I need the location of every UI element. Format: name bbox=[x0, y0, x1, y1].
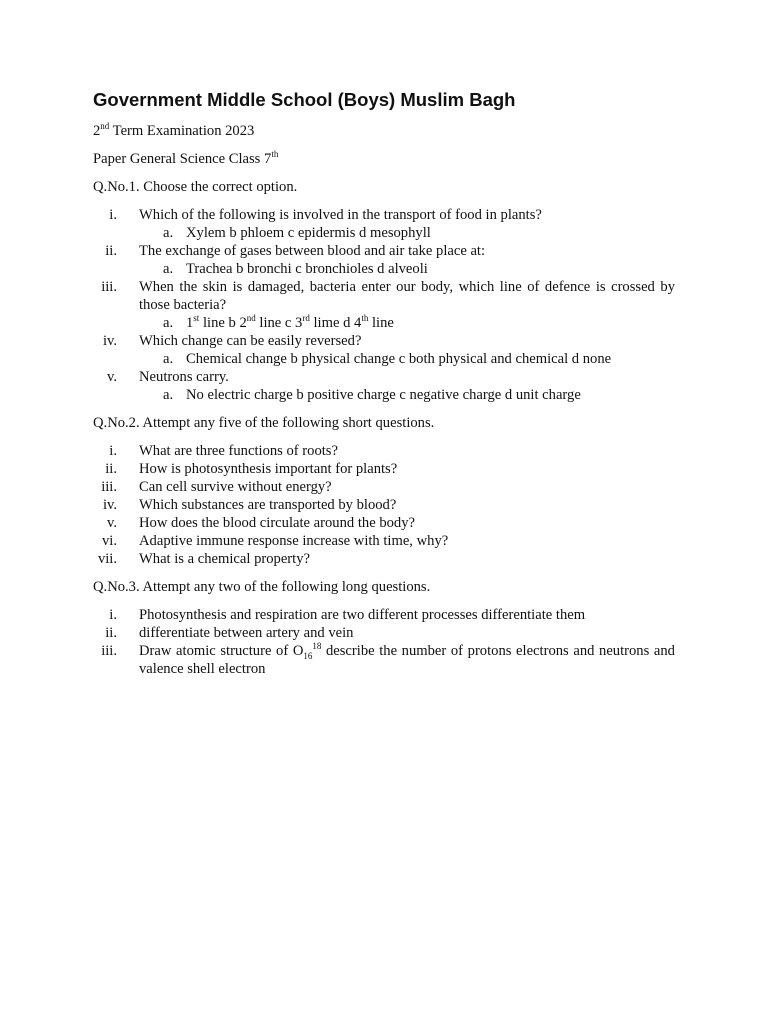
question-number: ii. bbox=[105, 461, 117, 477]
exam-term-text: Term Examination 2023 bbox=[109, 123, 255, 139]
q2-question bbox=[93, 532, 675, 550]
ordinal-suffix: rd bbox=[302, 313, 310, 324]
q1-options bbox=[93, 224, 675, 242]
question-number: ii. bbox=[105, 625, 117, 641]
question-text: differentiate between artery and vein bbox=[139, 625, 354, 641]
question-number: v. bbox=[107, 515, 117, 531]
option-part: line bbox=[368, 315, 394, 331]
q3-heading: Q.No.3. Attempt any two of the following long questions. bbox=[93, 579, 431, 595]
school-title: Government Middle School (Boys) Muslim Bagh bbox=[93, 89, 516, 110]
q3-long-questions bbox=[93, 606, 675, 678]
q1-question bbox=[93, 206, 675, 224]
q1-heading: Q.No.1. Choose the correct option. bbox=[93, 179, 298, 195]
q1-question bbox=[93, 332, 675, 350]
question-number: i. bbox=[109, 207, 117, 223]
question-text bbox=[139, 642, 675, 678]
option-letter: a. bbox=[163, 225, 174, 241]
question-text: When the skin is damaged, bacteria enter our body, which line of defence is crossed by those bacteria? bbox=[139, 279, 675, 313]
question-number: iv. bbox=[102, 497, 117, 513]
q3-question bbox=[93, 624, 675, 642]
q2-question bbox=[93, 514, 675, 532]
atomic-superscript: 18 bbox=[312, 641, 322, 652]
q2-question bbox=[93, 460, 675, 478]
q1-question bbox=[93, 242, 675, 260]
question-number: iii. bbox=[101, 643, 117, 659]
question-text: What is a chemical property? bbox=[139, 551, 310, 567]
q2-question bbox=[93, 550, 675, 568]
options-text: Chemical change b physical change c both physical and chemical d none bbox=[186, 351, 612, 367]
question-part: Draw atomic structure of O bbox=[139, 643, 304, 659]
option-letter: a. bbox=[163, 261, 174, 277]
question-text: Which substances are transported by blood? bbox=[139, 497, 397, 513]
q1-mcq-list bbox=[93, 206, 675, 404]
exam-term-line bbox=[93, 122, 675, 140]
q1-options bbox=[93, 260, 675, 278]
question-number: i. bbox=[109, 607, 117, 623]
option-letter: a. bbox=[163, 315, 174, 331]
question-text: Adaptive immune response increase with time, why? bbox=[139, 533, 449, 549]
option-letter: a. bbox=[163, 387, 174, 403]
paper-subject-line bbox=[93, 150, 675, 168]
exam-term-ordinal: nd bbox=[100, 121, 110, 132]
question-number: iv. bbox=[102, 333, 117, 349]
options-text: Trachea b bronchi c bronchioles d alveoli bbox=[186, 261, 428, 277]
question-number: v. bbox=[107, 369, 117, 385]
q2-question bbox=[93, 442, 675, 460]
ordinal-suffix: nd bbox=[246, 313, 256, 324]
q2-short-questions bbox=[93, 442, 675, 568]
options-text bbox=[186, 315, 394, 331]
ordinal-suffix: th bbox=[361, 313, 369, 324]
paper-subject-text: Paper General Science Class 7 bbox=[93, 151, 272, 167]
question-text: How does the blood circulate around the body? bbox=[139, 515, 415, 531]
q1-options bbox=[93, 386, 675, 404]
option-part: line b 2 bbox=[199, 315, 247, 331]
question-text: What are three functions of roots? bbox=[139, 443, 338, 459]
options-text: Xylem b phloem c epidermis d mesophyll bbox=[186, 225, 431, 241]
question-text: The exchange of gases between blood and air take place at: bbox=[139, 243, 486, 259]
question-text: Which of the following is involved in the transport of food in plants? bbox=[139, 207, 542, 223]
option-letter: a. bbox=[163, 351, 174, 367]
question-part: describe the number of protons electrons and neutrons and valence shell electron bbox=[139, 643, 675, 677]
question-text: Photosynthesis and respiration are two different processes differentiate them bbox=[139, 607, 586, 623]
question-number: iii. bbox=[101, 479, 117, 495]
q1-options bbox=[93, 350, 675, 368]
q3-question bbox=[93, 606, 675, 624]
exam-term-number: 2 bbox=[93, 123, 101, 139]
question-number: i. bbox=[109, 443, 117, 459]
exam-paper bbox=[93, 88, 675, 688]
question-number: vii. bbox=[97, 551, 117, 567]
q2-question bbox=[93, 478, 675, 496]
question-text: How is photosynthesis important for plants? bbox=[139, 461, 398, 477]
q1-question bbox=[93, 368, 675, 386]
q2-question bbox=[93, 496, 675, 514]
question-number: ii. bbox=[105, 243, 117, 259]
ordinal-suffix: st bbox=[193, 313, 200, 324]
mass-number-subscript: 16 bbox=[303, 650, 313, 661]
question-number: iii. bbox=[101, 279, 117, 295]
q1-options bbox=[93, 314, 675, 332]
option-part: 1 bbox=[186, 315, 194, 331]
option-part: line c 3 bbox=[255, 315, 303, 331]
options-text: No electric charge b positive charge c negative charge d unit charge bbox=[186, 387, 581, 403]
question-text: Neutrons carry. bbox=[139, 369, 229, 385]
q2-heading: Q.No.2. Attempt any five of the following short questions. bbox=[93, 415, 435, 431]
question-number: vi. bbox=[102, 533, 117, 549]
q1-question bbox=[93, 278, 675, 314]
option-part: lime d 4 bbox=[309, 315, 362, 331]
paper-class-ordinal: th bbox=[271, 149, 279, 160]
question-text: Can cell survive without energy? bbox=[139, 479, 332, 495]
question-text: Which change can be easily reversed? bbox=[139, 333, 362, 349]
q3-question bbox=[93, 642, 675, 678]
